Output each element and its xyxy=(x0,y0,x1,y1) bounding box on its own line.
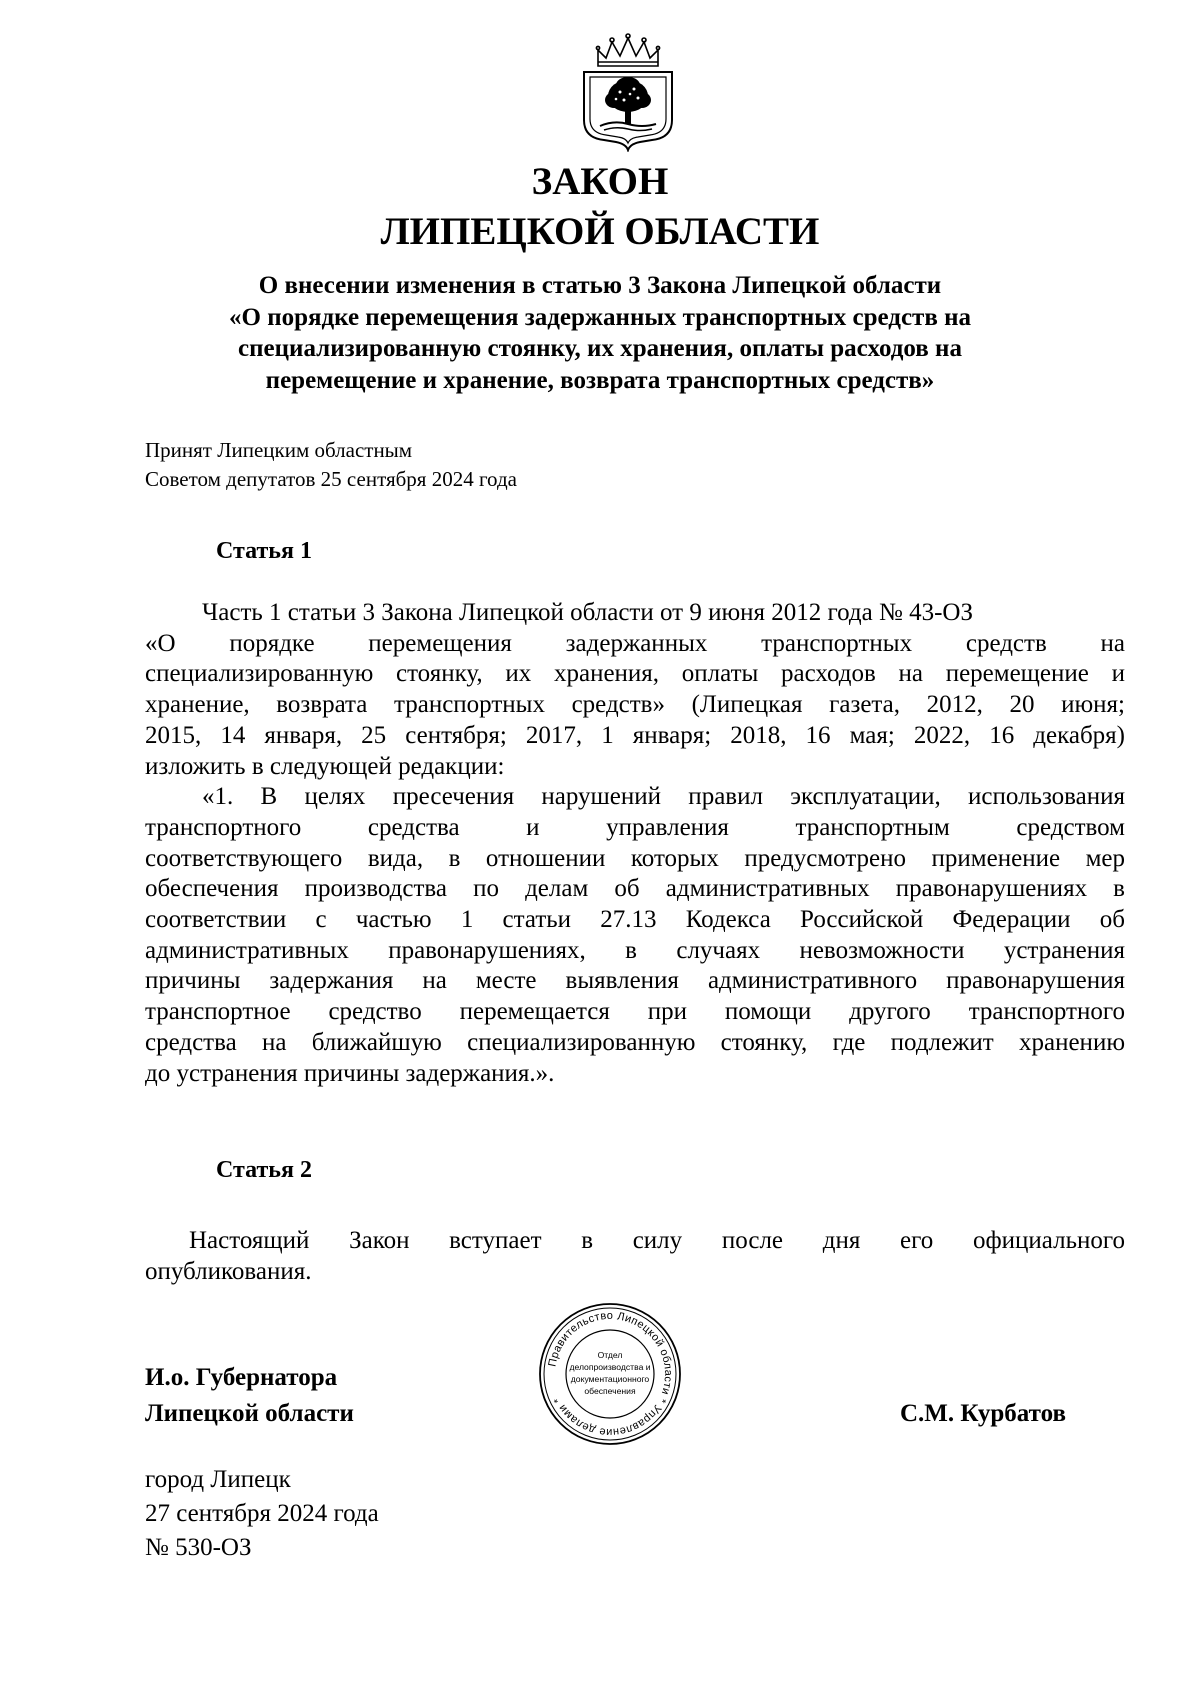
adoption-note xyxy=(145,436,517,494)
date-line: 27 сентября 2024 года xyxy=(145,1500,379,1527)
document-footer xyxy=(145,1463,379,1565)
article-line: «О порядке перемещения задержанных транспортных средств на xyxy=(145,629,1125,657)
region-title: ЛИПЕЦКОЙ ОБЛАСТИ xyxy=(380,210,820,253)
subtitle-line: О внесении изменения в статью 3 Закона Липецкой области xyxy=(258,272,942,299)
subtitle-line: специализированную стоянку, их хранения, оплаты расходов на xyxy=(238,335,962,362)
article-line: специализированную стоянку, их хранения, оплаты расходов на перемещение и xyxy=(145,660,1125,688)
svg-text:обеспечения: обеспечения xyxy=(584,1386,636,1396)
svg-text:Правительство Липецкой области: Правительство Липецкой области * Управление делами * xyxy=(546,1309,675,1439)
svg-text:документационного: документационного xyxy=(570,1374,650,1384)
svg-text:делопроизводства и: делопроизводства и xyxy=(569,1362,651,1372)
adoption-line: Принят Липецким областным xyxy=(145,438,413,462)
subtitle-line: перемещение и хранение, возврата транспортных средств» xyxy=(265,366,935,394)
position-line: Липецкой области xyxy=(145,1400,354,1427)
position-line: И.о. Губернатора xyxy=(145,1364,338,1391)
law-title: ЗАКОН xyxy=(531,160,669,203)
article-line: изложить в следующей редакции: xyxy=(145,752,505,780)
signatory-name: С.М. Курбатов xyxy=(900,1400,1066,1427)
article-line: транспортного средства и управления транспортным средством xyxy=(145,813,1125,841)
article-2-text xyxy=(145,1226,1125,1287)
article-line: причины задержания на месте выявления административного правонарушения xyxy=(145,967,1125,995)
number-line: № 530-ОЗ xyxy=(145,1534,252,1561)
article-line: «1. В целях пресечения нарушений правил эксплуатации, использования xyxy=(202,783,1125,811)
article-1-text xyxy=(145,598,1125,1089)
article-line: обеспечения производства по делам об административных правонарушениях в xyxy=(145,875,1125,903)
adoption-line: Советом депутатов 25 сентября 2024 года xyxy=(145,467,517,491)
svg-text:Отдел: Отдел xyxy=(597,1350,623,1360)
coat-of-arms-emblem xyxy=(568,28,688,152)
official-stamp xyxy=(536,1300,684,1448)
article-line: соответствии с частью 1 статьи 27.13 Кодекса Российской Федерации об xyxy=(145,906,1125,934)
article-1-heading: Статья 1 xyxy=(216,538,312,564)
article-line: до устранения причины задержания.». xyxy=(145,1059,555,1087)
article-line: административных правонарушениях, в случаях невозможности устранения xyxy=(145,936,1125,964)
article-line: хранение, возврата транспортных средств» (Липецкая газета, 2012, 20 июня; xyxy=(145,691,1125,719)
article-2-heading: Статья 2 xyxy=(216,1157,312,1183)
article-line: опубликования. xyxy=(145,1257,312,1285)
article-line: Часть 1 статьи 3 Закона Липецкой области от 9 июня 2012 года № 43-ОЗ xyxy=(202,599,973,626)
law-subtitle xyxy=(130,270,1070,396)
article-line: соответствующего вида, в отношении которых предусмотрено применение мер xyxy=(145,844,1125,872)
article-line: средства на ближайшую специализированную стоянку, где подлежит хранению xyxy=(145,1028,1125,1056)
article-line: 2015, 14 января, 25 сентября; 2017, 1 января; 2018, 16 мая; 2022, 16 декабря) xyxy=(145,721,1125,749)
subtitle-line: «О порядке перемещения задержанных транспортных средств на xyxy=(229,303,971,331)
city-line: город Липецк xyxy=(145,1466,291,1493)
article-line: Настоящий Закон вступает в силу после дня его официального xyxy=(189,1227,1125,1254)
article-line: транспортное средство перемещается при помощи другого транспортного xyxy=(145,998,1125,1026)
signatory-position xyxy=(145,1360,354,1432)
